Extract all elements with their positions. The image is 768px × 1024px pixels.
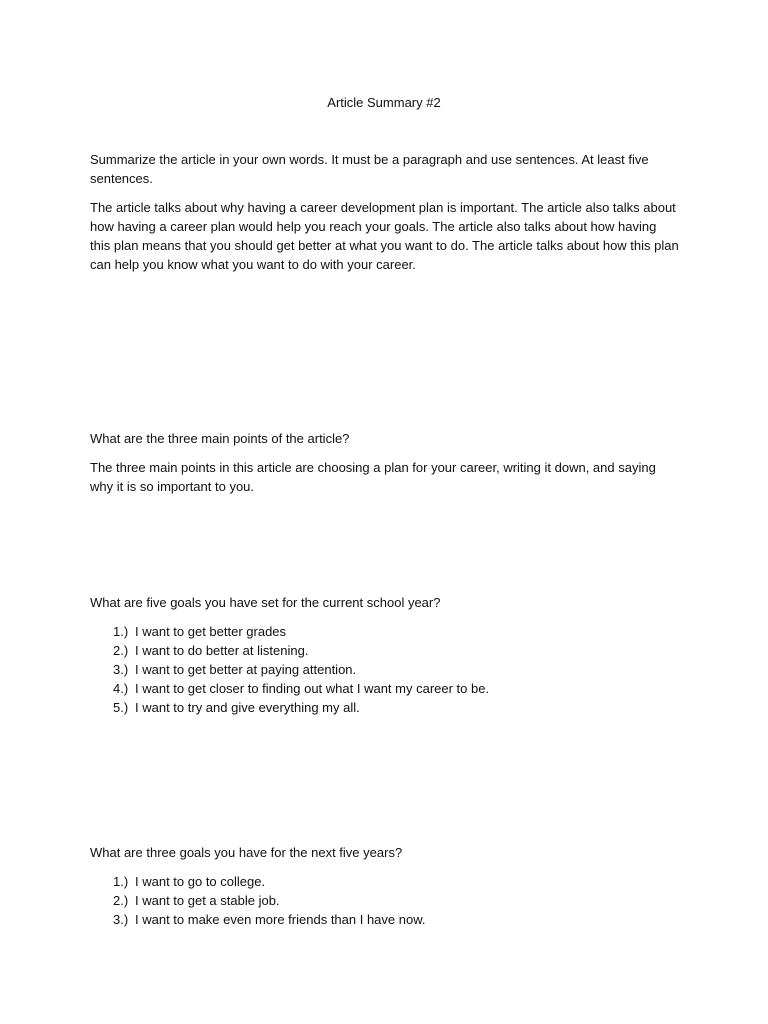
list-item-text: I want to go to college. [135,874,266,889]
list-item-number: 1.) [113,874,129,889]
school-year-goals-list [90,622,680,717]
list-item-number: 4.) [113,681,129,696]
list-item [90,872,680,891]
list-item-text: I want to do better at listening. [135,643,309,658]
question-summary: Summarize the article in your own words. It must be a paragraph and use sentences. At least five sentences. [90,152,649,186]
document-title: Article Summary #2 [327,95,441,110]
list-item [90,891,680,910]
list-item-number: 3.) [113,662,129,677]
list-item [90,698,680,717]
list-item [90,641,680,660]
list-item-text: I want to get closer to finding out what I want my career to be. [135,681,490,696]
list-item-number: 1.) [113,624,129,639]
question-school-year-goals: What are five goals you have set for the current school year? [90,595,441,610]
list-item [90,660,680,679]
list-item-text: I want to try and give everything my all. [135,700,360,715]
answer-main-points: The three main points in this article are choosing a plan for your career, writing it down, and saying why it is so important to you. [90,460,656,494]
list-item [90,679,680,698]
list-item [90,910,680,929]
five-year-goals-list [90,872,680,929]
list-item [90,622,680,641]
list-item-number: 5.) [113,700,129,715]
answer-summary: The article talks about why having a career development plan is important. The article also talks about how having a career plan would help you reach your goals. The article also talks about how having this plan means that you should get better at what you want to do. The article talks about how this plan can help you know what you want to do with your career. [90,200,679,272]
list-item-text: I want to get better grades [135,624,287,639]
list-item-text: I want to get better at paying attention. [135,662,357,677]
question-five-year-goals: What are three goals you have for the next five years? [90,845,403,860]
list-item-text: I want to make even more friends than I have now. [135,912,426,927]
list-item-number: 2.) [113,893,129,908]
question-main-points: What are the three main points of the article? [90,431,350,446]
list-item-number: 2.) [113,643,129,658]
list-item-number: 3.) [113,912,129,927]
list-item-text: I want to get a stable job. [135,893,280,908]
